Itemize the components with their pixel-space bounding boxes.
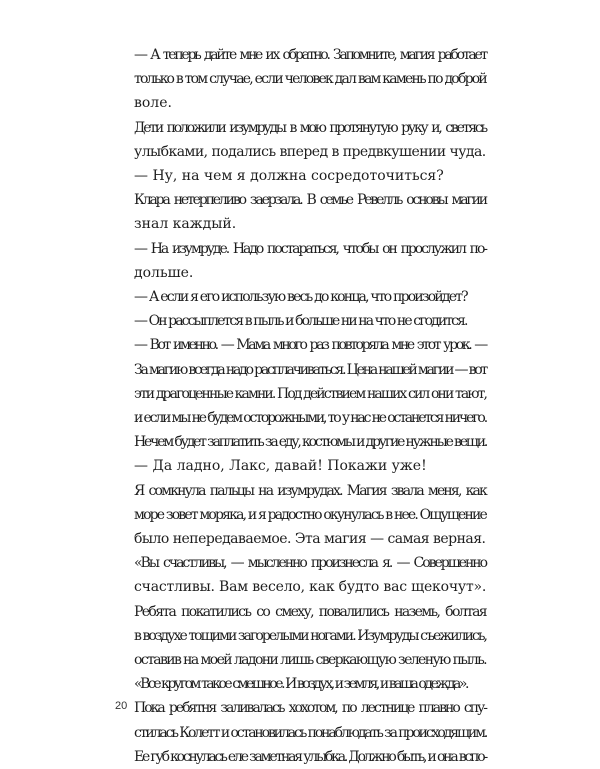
paragraph xyxy=(115,237,486,285)
paragraph xyxy=(115,696,486,769)
text-line: «Вы счастливы, — мысленно произнесла я. — Совершенно xyxy=(134,555,486,572)
paragraph xyxy=(115,188,486,236)
text-line: знал каждый. xyxy=(134,216,237,233)
body-text xyxy=(115,43,486,769)
text-line: Ребята покатились со смеху, повалились наземь, болтая xyxy=(134,603,486,620)
text-line: Ее губ коснулась еле заметная улыбка. Должно быть, и она вспо- xyxy=(134,748,486,765)
text-line: — Да ладно, Лакс, давай! Покажи уже! xyxy=(134,458,427,475)
text-line: море зовет моряка, и я радостно окунулась в нее. Ощущение xyxy=(134,506,486,523)
paragraph xyxy=(115,333,486,454)
text-line: «Все кругом такое смешное. И воздух, и земля, и ваша одежда». xyxy=(134,676,467,693)
page-number: 20 xyxy=(115,700,128,712)
paragraph xyxy=(115,285,486,309)
text-line: — А теперь дайте мне их обратно. Запомните, магия работает xyxy=(134,47,486,63)
text-line: счастливы. Вам весело, как будто вас щекочут». xyxy=(134,579,487,596)
text-line: За магию всегда надо расплачиваться. Цена нашей магии — вот xyxy=(134,361,487,378)
text-line: — Ну, на чем я должна сосредоточиться? xyxy=(134,168,444,185)
paragraph xyxy=(115,116,486,164)
paragraph xyxy=(115,672,486,696)
text-line: Я сомкнула пальцы на изумрудах. Магия звала меня, как xyxy=(134,482,486,499)
paragraph xyxy=(115,164,486,188)
text-line: и если мы не будем осторожными, то у нас не останется ничего. xyxy=(134,410,486,427)
paragraph xyxy=(115,551,486,599)
paragraph xyxy=(115,43,486,116)
paragraph xyxy=(115,454,486,478)
text-line: эти драгоценные камни. Под действием наших сил они тают, xyxy=(134,385,486,402)
text-line: стилась Колетт и остановилась понаблюдать за происходящим. xyxy=(134,724,487,741)
paragraph xyxy=(115,479,486,552)
text-line: воле. xyxy=(134,95,172,112)
text-line: было непередаваемое. Эта магия — самая верная. xyxy=(134,531,486,548)
text-line: Нечем будет заплатить за еду, костюмы и другие нужные вещи. xyxy=(134,434,487,451)
text-line: в воздухе тощими загорелыми ногами. Изумруды съежились, xyxy=(134,627,487,644)
text-line: — А если я его использую весь до конца, что произойдет? xyxy=(134,289,467,306)
text-line: улыбками, подались вперед в предвкушении чуда. xyxy=(134,143,486,160)
text-line: Дети положили изумруды в мою протянутую руку и, светясь xyxy=(134,119,486,136)
paragraph xyxy=(115,309,486,333)
paragraph xyxy=(115,600,486,673)
text-line: — Вот именно. — Мама много раз повторяла мне этот урок. — xyxy=(134,337,486,354)
text-line: — Он рассыплется в пыль и больше ни на что не сгодится. xyxy=(134,313,467,330)
text-line: дольше. xyxy=(134,264,194,281)
text-line: — На изумруде. Надо постараться, чтобы он прослужил по- xyxy=(134,240,486,257)
text-line: Клара нетерпеливо заерзала. В семье Ревелль основы магии xyxy=(134,192,486,209)
text-line: только в том случае, если человек дал вам камень по доброй xyxy=(134,71,486,88)
text-line: Пока ребятня заливалась хохотом, по лестнице плавно спу- xyxy=(134,700,486,717)
text-line: оставив на моей ладони лишь сверкающую зеленую пыль. xyxy=(134,652,487,669)
